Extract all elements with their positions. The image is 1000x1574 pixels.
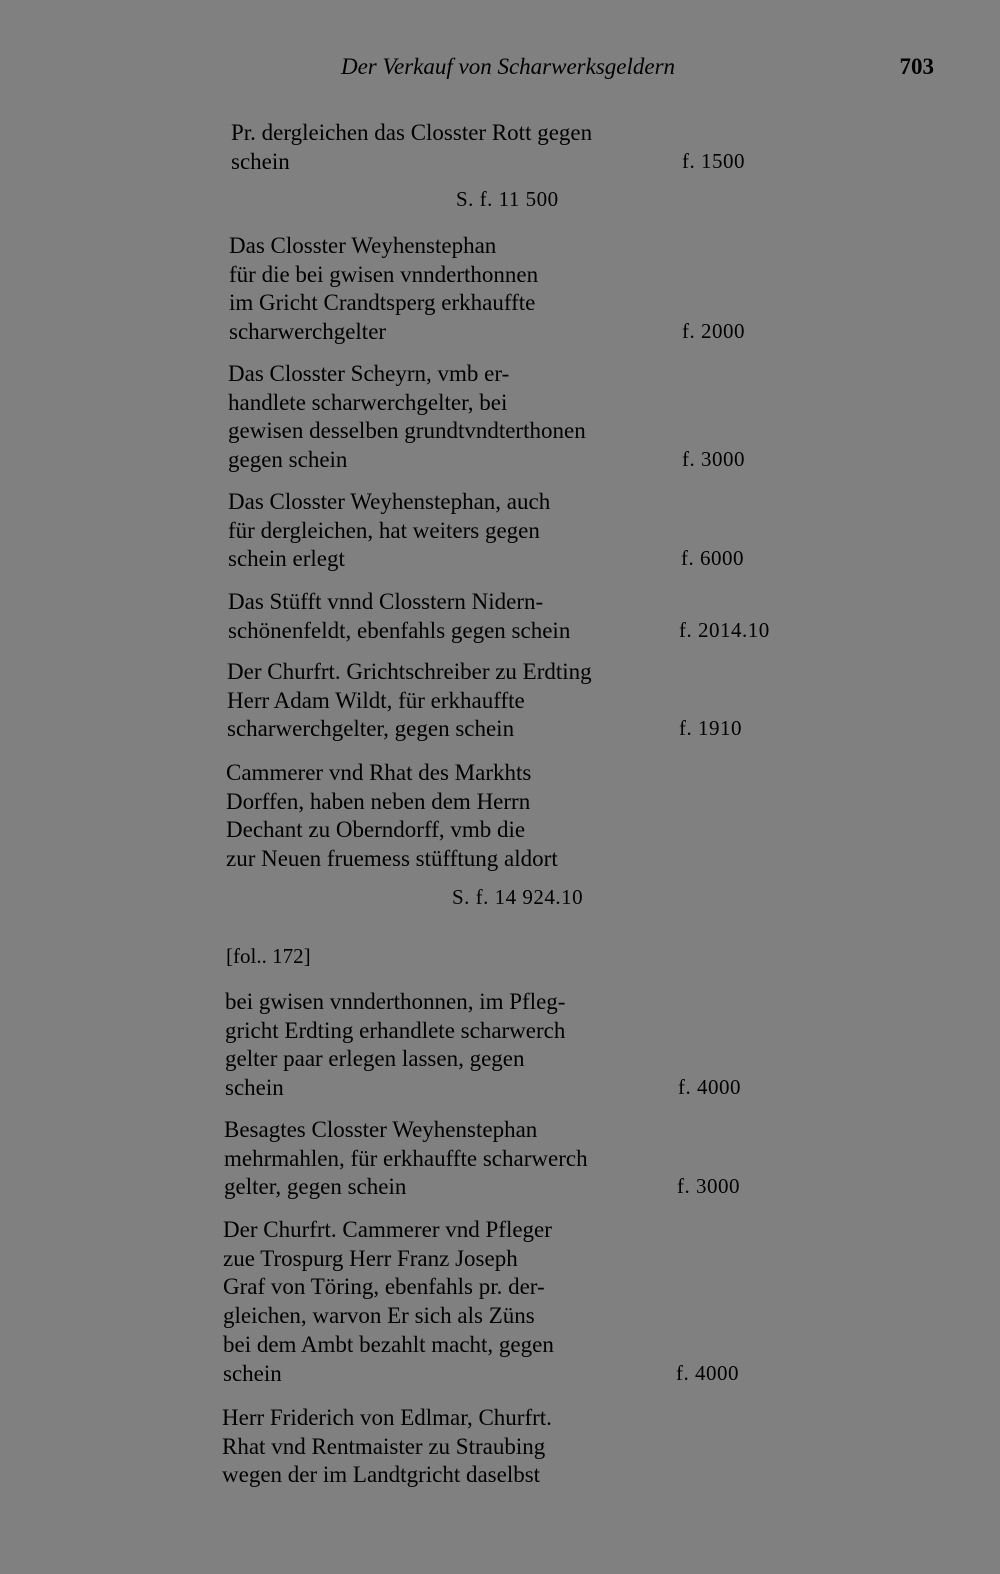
entry-text-line: im Gricht Crandtsperg erkhauffte — [229, 290, 536, 316]
entry-text-line: schein erlegt — [228, 546, 345, 572]
subtotal: S. f. 11 500 — [456, 187, 559, 211]
entry-text-line: gricht Erdting erhandlete scharwerch — [225, 1017, 566, 1043]
entry-text-line: mehrmahlen, für erkhauffte scharwerch — [224, 1145, 588, 1171]
entry-text-line: Rhat vnd Rentmaister zu Straubing — [222, 1433, 546, 1459]
entry-text-line: Dorffen, haben neben dem Herrn — [226, 788, 531, 814]
entry-text-line: für dergleichen, hat weiters gegen — [228, 517, 540, 543]
entry-text-line: schein — [225, 1075, 284, 1101]
entry-text-line: Der Churfrt. Grichtschreiber zu Erdting — [227, 659, 592, 684]
entry-amount: f. 4000 — [676, 1360, 739, 1385]
entry-amount: f. 6000 — [681, 546, 744, 571]
entry-text-line: Das Closster Weyhenstephan — [229, 233, 497, 258]
entry-amount: f. 4000 — [678, 1075, 741, 1100]
entry-text-line: Graf von Töring, ebenfahls pr. der- — [223, 1274, 545, 1300]
entry-text-line: scharwerchgelter — [229, 319, 387, 345]
entry-text-line: Das Closster Weyhenstephan, auch — [228, 489, 551, 514]
entry-text-line: wegen der im Landtgricht daselbst — [222, 1462, 541, 1488]
entry-text-line: handlete scharwerchgelter, bei — [228, 389, 508, 415]
entry-text-line: gelter paar erlegen lassen, gegen — [225, 1046, 525, 1072]
entry-text-line: schönenfeldt, ebenfahls gegen schein — [228, 617, 571, 643]
entry-text-line: gewisen desselben grundtvndterthonen — [228, 418, 586, 444]
entry-text-line: Cammerer vnd Rhat des Markhts — [226, 760, 532, 785]
entry-text-line: gleichen, warvon Er sich als Züns — [223, 1303, 535, 1329]
entry-text-line: zur Neuen fruemess stüfftung aldort — [226, 846, 558, 872]
entry-text-line: Besagtes Closster Weyhenstephan — [224, 1117, 538, 1142]
entry-text-line: Herr Friderich von Edlmar, Churfrt. — [222, 1405, 552, 1430]
entry-text-line: Das Stüfft vnnd Closstern Nidern- — [228, 589, 544, 614]
entry-amount: f. 1910 — [679, 716, 742, 741]
entry-text-line: Das Closster Scheyrn, vmb er- — [228, 361, 510, 386]
entry-text-line: scharwerchgelter, gegen schein — [227, 716, 515, 742]
subtotal: S. f. 14 924.10 — [452, 885, 584, 909]
entry-text-line: Der Churfrt. Cammerer vnd Pfleger — [223, 1217, 552, 1242]
entry-amount: f. 3000 — [682, 447, 745, 472]
entry-text-line: Dechant zu Oberndorff, vmb die — [226, 817, 526, 843]
page-number: 703 — [899, 54, 934, 79]
entry-text-line: bei gwisen vnnderthonnen, im Pfleg- — [225, 989, 566, 1014]
entry-text-line: schein — [223, 1360, 282, 1386]
entry-text-line: schein — [231, 148, 290, 174]
running-title: Der Verkauf von Scharwerksgeldern — [340, 54, 676, 79]
entry-amount: f. 3000 — [677, 1174, 740, 1199]
entry-amount: f. 2000 — [682, 319, 745, 344]
entry-text-line: gelter, gegen schein — [224, 1174, 407, 1200]
entry-text-line: Herr Adam Wildt, für erkhauffte — [227, 687, 525, 713]
entry-amount: f. 2014.10 — [679, 617, 770, 642]
folio-reference: [fol.. 172] — [226, 944, 311, 968]
entry-amount: f. 1500 — [682, 148, 745, 173]
entry-text-line: für die bei gwisen vnnderthonnen — [229, 261, 539, 287]
entry-text-line: Pr. dergleichen das Closster Rott gegen — [231, 120, 593, 145]
entry-text-line: zue Trospurg Herr Franz Joseph — [223, 1245, 518, 1271]
entry-text-line: bei dem Ambt bezahlt macht, gegen — [223, 1331, 554, 1357]
entry-text-line: gegen schein — [228, 447, 348, 473]
